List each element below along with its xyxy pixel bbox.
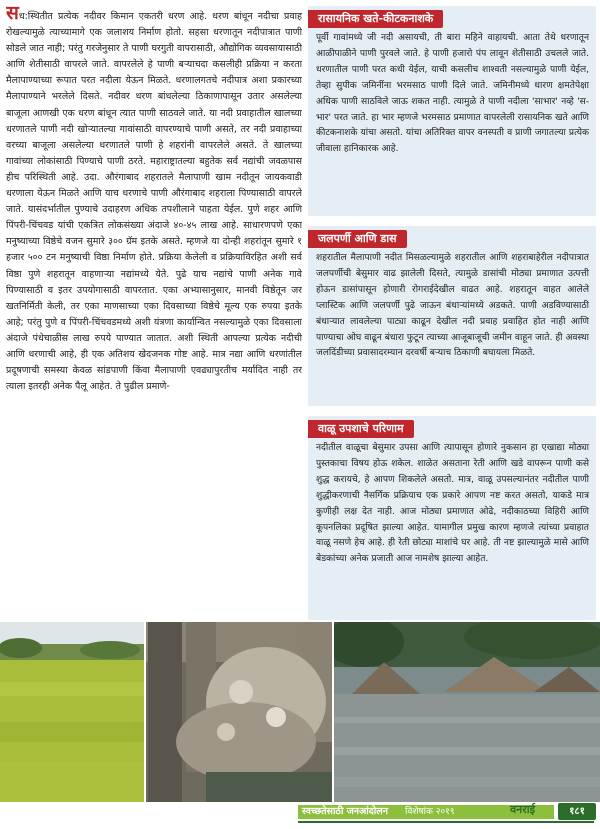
section-box-water-hyacinth — [308, 226, 596, 406]
photo-strip — [0, 622, 600, 802]
brand-logo: वनराई — [510, 803, 535, 816]
section-body: शहरातील मैलापाणी नदीत मिसळल्यामुळे शहरातील आणि शहराबाहेरील नदीपात्रात जलपर्णीची बेसुमार वाढ झालेली दिसते, त्यामुळे डासांची मोठ्या प्रमाणात उत्पत्ती होऊन डासांपासून होणारी रोगराईदेखील वाढत आहे. शहरातून वाहत आलेले प्लास्टिक आणि जलपर्णी पुढे जाऊन बंधाऱ्यांमध्ये अडकते. पाणी अडविण्यासाठी बंधाऱ्यात लावलेल्या पाट्या काढून देखील नदी प्रवाह प्रवाहित होत नाही आणि पाण्याचा ओघ वाढून बंधारा फुटून त्याच्या आजूबाजूची जमीन वाहून जाते. ही अवस्था जलदिंडीच्या प्रवासादरम्यान दरवर्षी बऱ्याच ठिकाणी बघायला मिळते. — [316, 253, 589, 359]
section-body: पूर्वी गावांमध्ये जी नदी असायची, ती बारा महिने वाहायची. आता तेथे धरणातून आळीपाळीने पाणी पुरवले जाते. हे पाणी हजारो पंप लावून शेतीसाठी उचलले जाते. धरणातील पाणी परत कधी येईल, याची कसलीच शाश्वती नसल्यामुळे पाणी येईल, तेव्हा सुपीक जमिनींना भरमसाठ पाणी दिले जाते. जमिनीमध्ये धारण क्षमतेपेक्षा अधिक पाणी साठविले जाऊ शकत नाही. त्यामुळे ते पाणी नदीला 'साभार' नव्हे 'स-भार' परत जाते. हा भार म्हणजे भरमसाठ प्रमाणात वापरलेली रासायनिक खते आणि कीटकनाशके यांचा असतो. यांचा अतिरिक्त वापर वनस्पती व प्राणी जगातल्या प्रत्येक जीवाला हानिकारक आहे. — [316, 33, 589, 155]
section-heading: वाळू उपशाचे परिणाम — [308, 420, 414, 438]
section-box-sand-mining — [308, 416, 596, 620]
article-lead-text: ध:स्थितीत प्रत्येक नदीवर किमान एकतरी धरण आहे. धरण बांधून नदीचा प्रवाह रोखल्यामुळे त्याच्यामागे एक जलाशय निर्माण होतो. सहसा धरणातून नदीपात्रात पाणी सोडले जात नाही; परंतु गरजेनुसार ते पाणी घरगुती वापरासाठी, औद्योगिक व्यवसायासाठी आणि शेतीसाठी वापरले जाते. वापरलेले हे पाणी बऱ्याचदा कसलीही प्रक्रिया न करता मैलापाण्याच्या रूपात परत नदीला येऊन मिळते. धरणालगतचे नदीपात्र अशा प्रकारच्या मैलापाण्याने भरलेले दिसते. नदीवर धरण बांधलेल्या ठिकाणापासून उतार असलेल्या बाजूला आणखी एक धरण बांधून त्यात पाणी साठवले जाते. या नदी प्रवाहातील खालच्या धरणातले पाणी नदी खोऱ्यातल्या गावांसाठी वापरण्याचे पाणी असते, तर नदी प्रवाहाच्या वरच्या बाजूला असलेल्या धरणातले पाणी हे शहरांनी वापरलेले असते. ते खालच्या गावांच्या लोकांसाठी पिण्याचे पाणी ठरते. महाराष्ट्रातल्या बहुतेक सर्व नद्यांची जवळपास हीच परिस्थिती आहे. उदा. औरंगाबाद शहरातले मैलापाणी खाम नदीतून जायकवाडी धरणाला येऊन मिळते आणि याच धरणाचे पाणी औरंगाबाद शहराला पिण्यासाठी वापरले जाते. यासंदर्भातील पुण्याचे उदाहरण अधिक तपशीलाने पाहता येईल. पुणे शहर आणि पिंपरी-चिंचवड यांची एकत्रित लोकसंख्या अंदाजे ४०-४५ लाख आहे. साधारणपणे एका मनुष्याच्या विष्ठेचे वजन सुमारे ३०० ग्रॅम इतके असते. म्हणजे या दोन्ही शहरांतून सुमारे १ हजार ५०० टन मनुष्याची विष्ठा निर्माण होते. प्रक्रिया केलेली व प्रक्रियाविरहित अशी सर्व विष्ठा पुणे शहरातून वाहणाऱ्या नद्यांमध्ये येते. पुढे याच नद्यांचे पाणी अनेक गावे पिण्यासाठी व इतर उपयोगासाठी वापरतात. एका अभ्यासानुसार, मानवी विष्ठेतून जर खतनिर्मिती केली, तर एका माणसाच्या एका दिवसाच्या विष्ठेचे मूल्य एक रुपया इतके आहे; परंतु पुणे व पिंपरी-चिंचवडमध्ये अशी यंत्रणा कार्यान्वित नसल्यामुळे एका दिवसाला अंदाजे पंधेचाळीस लाख रुपये पाण्यात जातात. अशी स्थिती आपल्या प्रत्येक नदीची आणि धरणाची आहे, ही एक अतिशय खेदजनक गोष्ट आहे. मात्र नद्या आणि धरणांतील प्रदूषणाची समस्या केवळ सांडपाणी किंवा मैलापाणी एवढ्यापुरतीच मर्यादित नाही तर त्याला इतरही अनेक पैलू आहेत. ते पुढील प्रमाणे- — [6, 11, 302, 393]
section-body: नदीतील वाळूचा बेसुमार उपसा आणि त्यापासून होणारे नुकसान हा एखाद्या मोठ्या पुस्तकाचा विषय होऊ शकेल. शाळेत असताना रेती आणि खडे वापरून पाणी कसे शुद्ध करायचे, हे आपण शिकलेले असतो. मात्र, वाळू उपसल्यानंतर नदीतील पाणी शुद्धीकरणाची नैसर्गिक प्रक्रियाच एक प्रकारे आपण नष्ट करत असतो, याकडे मात्र कुणीही लक्ष देत नाही. आज मोठ्या प्रमाणात ओढे, नदीकाठच्या विहिरी आणि कूपनलिका प्रदूषित झाल्या आहेत. यामागील प्रमुख कारण म्हणजे त्यांच्या प्रवाहात वाळू नसणे हेच आहे. ही रेती छोट्या माशांचे घर आहे. ती नष्ट झाल्यामुळे मासे आणि बेडकांच्या अनेक प्रजाती आज नामशेष झाल्या आहेत. — [316, 443, 589, 565]
photo-garbage-bridge — [146, 622, 332, 802]
main-article — [6, 6, 302, 606]
section-heading: रासायनिक खते-कीटकनाशके — [308, 10, 443, 28]
sidebar-sections — [308, 6, 596, 620]
footer-issue: विशेषांक २०१९ — [405, 807, 455, 817]
footer-title: स्वच्छतेसाठी जनआंदोलन — [302, 806, 388, 817]
drop-cap: स — [6, 6, 19, 24]
footer-divider — [298, 821, 594, 823]
page-footer — [0, 800, 600, 829]
section-box-fertilizers — [308, 6, 596, 216]
section-heading: जलपर्णी आणि डास — [308, 230, 407, 248]
photo-flooded-sand-heaps — [334, 622, 600, 802]
photo-algae-river — [0, 622, 144, 802]
page-number: १८१ — [558, 803, 596, 820]
